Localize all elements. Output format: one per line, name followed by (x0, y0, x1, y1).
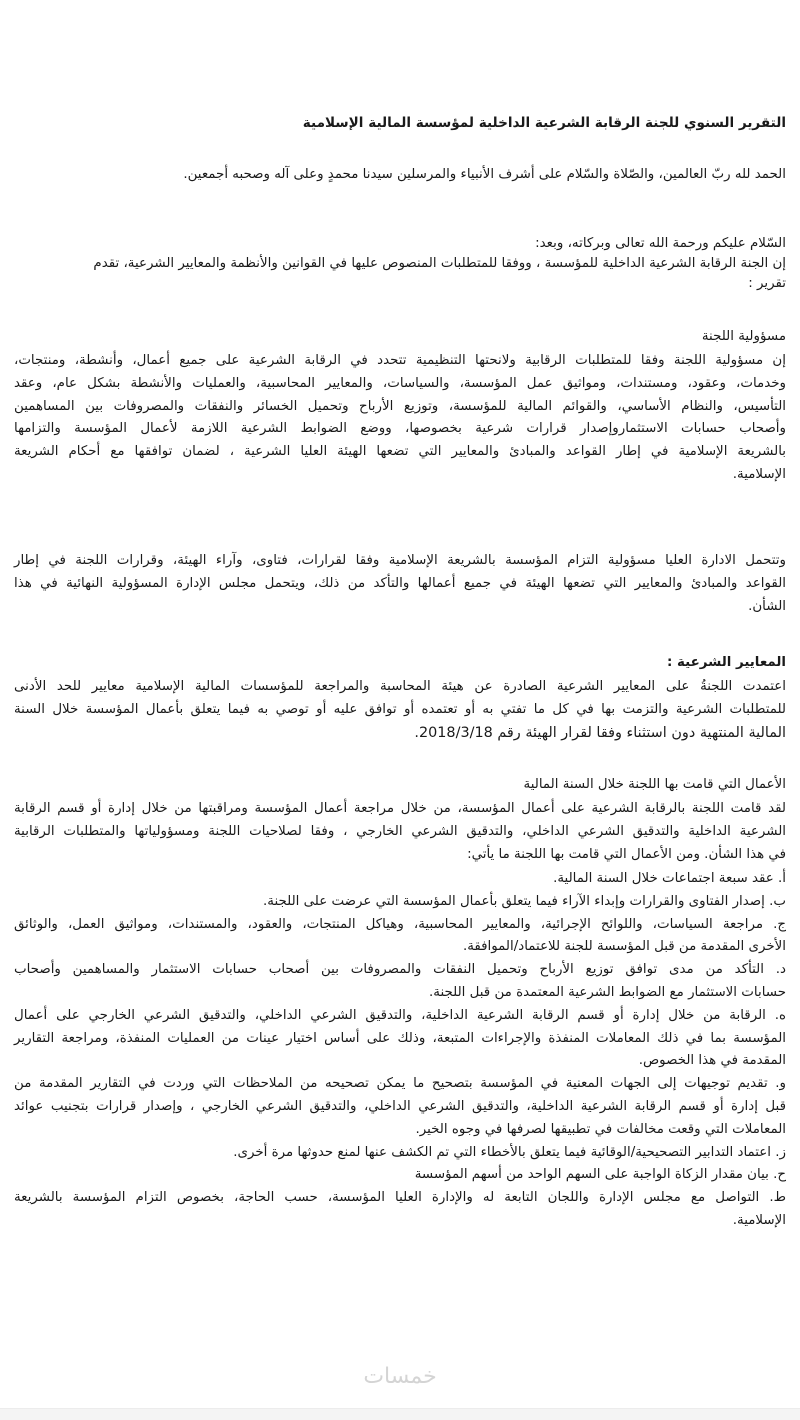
management-line: القواعد والمبادئ والمعايير التي تضعها الهيئة في جميع أعمالها والتأكد من ذلك، ويتحمل مجلس الإدارة المسؤولية النهائية في هذا (14, 575, 786, 591)
responsibility-line: إن مسؤولية اللجنة وفقا للمتطلبات الرقابية ولانحتها التنظيمية تتحدد في الرقابة الشرعية على جميع أعمال، وأنشطة، ومنتجات، (14, 353, 786, 368)
report-title-text: التقرير السنوي للجنة الرقابة الشرعية الداخلية لمؤسسة المالية الإسلامية (302, 115, 786, 131)
list-item-line: ب. إصدار الفتاوى والقرارات وإبداء الآراء فيما يتعلق بأعمال المؤسسة التي عرضت على اللجنة. (263, 893, 786, 909)
list-item-line: ز. اعتماد التدابير التصحيحية/الوقائية فيما يتعلق بالأخطاء التي تم الكشف عنها لمنع حدوثها مرة أخرى. (233, 1144, 786, 1160)
list-item-line: ه. الرقابة من خلال إدارة أو قسم الرقابة الشرعية الداخلية، والتدقيق الشرعي الداخلي، والتدقيق الشرعي الخارجي على أعمال (14, 1007, 786, 1023)
responsibility-line: الإسلامية. (732, 466, 786, 482)
standards-heading-text: المعايير الشرعية : (667, 655, 786, 670)
list-item-line: الإسلامية. (732, 1212, 786, 1228)
list-item-line: قبل إدارة أو قسم الرقابة الشرعية الداخلية، والتدقيق الشرعي الداخلي، والتدقيق الشرعي الخارجي ، وإصدار قرارات بتجنيب عوائد (14, 1098, 786, 1114)
greeting-line: تقرير : (748, 276, 786, 291)
opening-paragraph (14, 164, 786, 187)
list-item (14, 868, 786, 891)
standards-paragraph (14, 676, 786, 744)
responsibility-line: بالشريعة الإسلامية في إطار القواعد والمبادئ والمعايير التي تضعها الهيئة العليا الشرعية ، لضمان توافقها مع أحكام الشريعة (14, 444, 786, 460)
greeting-paragraph (14, 234, 786, 294)
responsibility-paragraph (14, 350, 786, 487)
management-paragraph (14, 550, 786, 618)
management-line: الشأن. (748, 598, 786, 614)
list-item (14, 1073, 786, 1141)
list-item (14, 1187, 786, 1233)
list-item-line: المعاملات التي وقعت مخالفات في تطبيقها لصرفها في وجوه الخير. (415, 1121, 786, 1137)
list-item (14, 1005, 786, 1073)
list-item (14, 1142, 786, 1165)
responsibility-line: وخدمات، وعقود، ومستندات، ومواثيق عمل المؤسسة، والسياسات، والمعايير المحاسبية، والعمليات والأنشطة بشكل عام، وعقد (14, 375, 786, 391)
greeting-line: السّلام عليكم ورحمة الله تعالى وبركاته، وبعد: (535, 236, 786, 251)
list-item-line: المقدمة في هذا الخصوص. (638, 1053, 786, 1069)
work-heading (14, 774, 786, 797)
list-item-line: أ. عقد سبعة اجتماعات خلال السنة المالية. (553, 871, 786, 886)
list-item-line: ط. التواصل مع مجلس الإدارة واللجان التابعة له والإدارة العليا المؤسسة، حسب الحاجة، بخصوص التزام المؤسسة بالشريعة (14, 1190, 786, 1206)
standards-heading (14, 652, 786, 675)
responsibility-line: التأسيس، والنظام الأساسي، والقوائم المالية للمؤسسة، وتوزيع الأرباح وتحميل الخسائر والنفقات والمصروفات بين المساهمين (14, 398, 786, 414)
list-item-line: د. التأكد من مدى توافق توزيع الأرباح وتحميل النفقات والمصروفات بين أصحاب حسابات الاستثمار والمساهمين وأصحاب (14, 962, 786, 978)
watermark-logo: خمسات (363, 1364, 437, 1389)
list-item-line: ج. مراجعة السياسات، واللوائح الإجرائية، والمعايير المحاسبية، وهياكل المنتجات، والعقود، والمستندات، ومواثيق العمل، والوثائق (14, 916, 786, 932)
report-title (14, 112, 786, 135)
responsibility-line: وأصحاب حسابات الاستثماروإصدار قرارات شرعية بخصوصها، ووضع الضوابط الشرعية اللازمة لأعمال المؤسسة والتزامها (14, 421, 786, 437)
responsibility-heading (14, 326, 786, 349)
standards-line: المالية المنتهية دون استثناء وفقا لقرار الهيئة رقم 2018/3/18. (414, 724, 786, 741)
management-line: وتتحمل الادارة العليا مسؤولية التزام المؤسسة بالشريعة الإسلامية وفقا لقرارات، فتاوى، وآراء الهيئة، وقرارات اللجنة في إطار (14, 553, 786, 568)
list-item (14, 891, 786, 914)
work-intro-line: الشرعية الداخلية والتدقيق الشرعي الداخلي، والتدقيق الشرعي الخارجي ، وفقا لصلاحيات اللجنة ومسؤولياتها والمتطلبات الرقابية (14, 823, 786, 839)
responsibility-heading-text: مسؤولية اللجنة (701, 329, 786, 344)
work-intro-paragraph (14, 798, 786, 866)
list-item-line: ح. بيان مقدار الزكاة الواجبة على السهم الواحد من أسهم المؤسسة (414, 1167, 786, 1183)
bottom-edge (0, 1408, 800, 1420)
list-item-line: الأخرى المقدمة من قبل المؤسسة للجنة للاعتماد/الموافقة. (462, 939, 786, 955)
list-item-line: حسابات الاستثمار مع الضوابط الشرعية المعتمدة من قبل اللجنة. (429, 984, 786, 1000)
work-items-list (14, 868, 786, 1233)
work-intro-line: لقد قامت اللجنة بالرقابة الشرعية على أعمال المؤسسة، من خلال مراجعة أعمال المؤسسة ومراقبتها من خلال إدارة أو قسم الرقابة (14, 801, 786, 816)
standards-line: اعتمدت اللجنةُ على المعايير الشرعية الصادرة عن هيئة المحاسبة والمراجعة للمؤسسات المالية الإسلامية معايير للحد الأدنى (14, 679, 786, 694)
list-item (14, 1164, 786, 1187)
work-intro-line: في هذا الشأن. ومن الأعمال التي قامت بها اللجنة ما يأتي: (467, 846, 786, 862)
list-item (14, 914, 786, 960)
list-item (14, 959, 786, 1005)
greeting-line: إن الجنة الرقابة الشرعية الداخلية للمؤسسة ، ووفقا للمتطلبات المنصوص عليها في القوانين والأنظمة والمعايير الشرعية، تقدم (93, 256, 786, 271)
opening-text: الحمد لله ربّ العالمين، والصّلاة والسّلام على أشرف الأنبياء والمرسلين سيدنا محمدٍ وعلى آله وصحبه أجمعين. (183, 167, 786, 182)
list-item-line: و. تقديم توجيهات إلى الجهات المعنية في المؤسسة بتصحيح ما يمكن تصحيحه من الملاحظات التي وردت في التقارير المقدمة من (14, 1076, 786, 1092)
work-heading-text: الأعمال التي قامت بها اللجنة خلال السنة المالية (523, 777, 786, 792)
list-item-line: المؤسسة بما في ذلك المعاملات المنفذة والإجراءات المتبعة، وذلك على أساس اختيار عينات من العمليات المنفذة، ومراجعة التقارير (14, 1030, 786, 1046)
standards-line: للمتطلبات الشرعية والتزمت بها في كل ما تفتي به أو تعتمده أو توافق عليه أو توصي به فيما يتعلق بأعمال المؤسسة خلال السنة (14, 701, 786, 717)
